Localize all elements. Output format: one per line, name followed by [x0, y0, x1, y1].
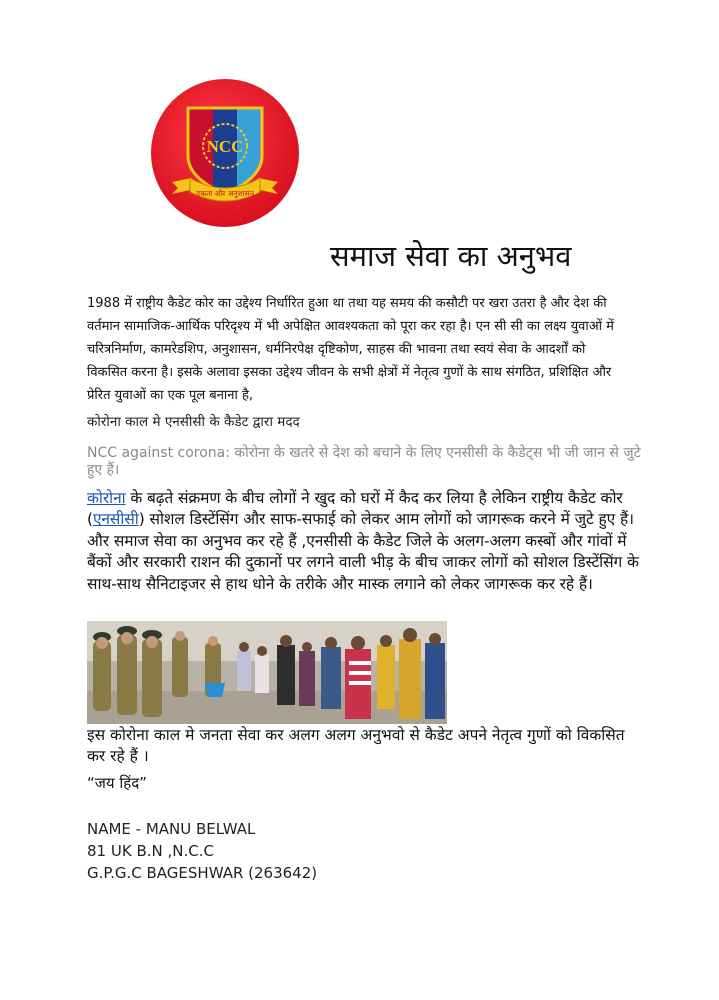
- logo-ribbon-text: एकता और अनुशासन: [196, 189, 254, 198]
- cadets-photo: [87, 621, 447, 724]
- article-text-2: ) सोशल डिस्टेंसिंग और साफ-सफाई को लेकर आम लोगों को जागरूक करने में जुटे हुए हैं। और समाज सेवा का अनुभव कर रहे हैं ,एनसीसी के कैडेट जिले के अलग-अलग कस्बों और गांवों में बैंकों और सरकारी राशन की दुकानों पर लगने वाली भीड़ के बीच जाकर लोगों को सोशल डिस्टेंसिंग के साथ-साथ सैनिटाइजर से हाथ धोने के तरीके और मास्क लगाने को लेकर जागरूक कर रहे हैं।: [87, 510, 639, 593]
- news-teaser: NCC against corona: कोरोना के खतरे से देश को बचाने के लिए एनसीसी के कैडेट्स भी जी जान से जुटे हुए हैं।: [87, 445, 641, 478]
- section-heading: कोरोना काल मे एनसीसी के कैडेट द्वारा मदद: [87, 414, 300, 430]
- author-unit: 81 UK B.N ,N.C.C: [87, 842, 214, 860]
- author-name: NAME - MANU BELWAL: [87, 820, 256, 838]
- page-title: समाज सेवा का अनुभव: [330, 239, 572, 273]
- article-paragraph: [87, 488, 647, 595]
- article-text-1: के बढ़ते संक्रमण के बीच लोगों ने खुद को घरों में कैद कर लिया है लेकिन राष्ट्रीय कैडेट कोर (: [87, 489, 623, 529]
- jai-hind-text: “जय हिंद”: [87, 774, 147, 792]
- closing-paragraph: इस कोरोना काल मे जनता सेवा कर अलग अलग अनुभवो से कैडेट अपने नेतृत्व गुणों को विकसित कर रहे हैं ।: [87, 726, 625, 765]
- signature-block: [87, 818, 317, 884]
- author-college: G.P.G.C BAGESHWAR (263642): [87, 864, 318, 882]
- logo-text: NCC: [206, 137, 244, 156]
- ncc-link[interactable]: एनसीसी: [92, 510, 139, 529]
- intro-paragraph: 1988 में राष्ट्रीय कैडेट कोर का उद्देश्य निर्धारित हुआ था तथा यह समय की कसौटी पर खरा उतरा है और देश की वर्तमान सामाजिक-आर्थिक परिदृश्य में भी अपेक्षित आवश्यकता को पूरा कर रहा है। एन सी सी का लक्ष्य युवाओं में चरित्रनिर्माण, कामरेडशिप, अनुशासन, धर्मनिरपेक्ष दृष्टिकोण, साहस की भावना तथा स्वयं सेवा के आदर्शों को विकसित करना है। इसके अलावा इसका उद्देश्य जीवन के सभी क्षेत्रों में नेतृत्व गुणों के साथ संगठित, प्रशिक्षित और प्रेरित युवाओं का एक पूल बनाना है,: [87, 296, 614, 403]
- corona-link[interactable]: कोरोना: [87, 489, 126, 507]
- ncc-logo: [150, 78, 300, 228]
